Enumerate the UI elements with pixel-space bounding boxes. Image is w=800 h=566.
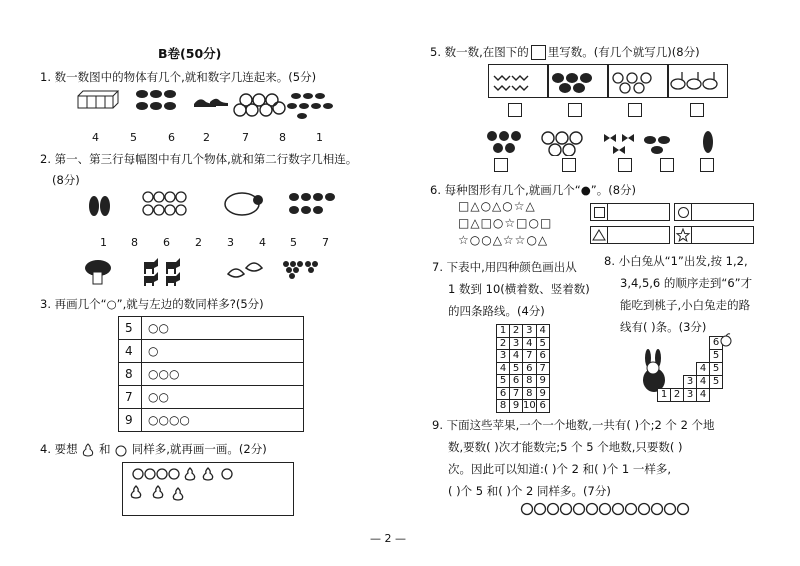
q9-line: 次。因此可以知道:( )个 2 和( )个 1 一样多, xyxy=(448,462,672,476)
q1-text: 1. 数一数图中的物体有几个,就和数字几连起来。(5分) xyxy=(40,70,317,84)
q2-score: (8分) xyxy=(52,173,80,187)
q8-line: 3,4,5,6 的顺序走到“6”才 xyxy=(620,276,753,290)
grid-cell[interactable]: 3 xyxy=(523,325,537,338)
q5-text xyxy=(430,44,700,60)
grid-cell[interactable]: 4 xyxy=(536,325,549,338)
grid-cell[interactable]: 9 xyxy=(536,387,549,400)
q7-line: 1 数到 10(横着数、竖着数) xyxy=(448,282,590,296)
grid-cell[interactable]: 6 xyxy=(497,387,510,400)
q8-line: 能吃到桃子,小白兔走的路 xyxy=(620,298,751,312)
q6-text: 6. 每种图形有几个,就画几个“●”。(8分) xyxy=(430,183,637,197)
q1-number: 6 xyxy=(168,131,175,144)
grid-cell[interactable]: 7 xyxy=(510,387,523,400)
q1-number: 1 xyxy=(316,131,323,144)
q9-line: 数,要数( )次才能数完;5 个 5 个地数,只要数( ) xyxy=(448,440,683,454)
q2-number: 1 xyxy=(100,236,107,249)
q5-answer-box[interactable] xyxy=(700,158,714,172)
q4-text-c: 同样多,就再画一画。(2分) xyxy=(131,442,267,456)
q8-line: 8. 小白兔从“1”出发,按 1,2, xyxy=(604,254,748,268)
q9-line: 9. 下面这些苹果,一个一个地数,一共有( )个;2 个 2 个地 xyxy=(432,418,715,432)
grid-cell[interactable]: 5 xyxy=(536,337,549,350)
q3-row-circles[interactable]: ○○ xyxy=(142,317,304,340)
q5-answer-box[interactable] xyxy=(618,158,632,172)
apple-icon xyxy=(639,504,650,515)
apple-icon xyxy=(600,504,611,515)
grid-cell[interactable]: 8 xyxy=(523,375,537,388)
circle-icon xyxy=(674,203,692,221)
q6-shapes-row: □△○△○☆△ xyxy=(458,199,536,213)
q9-line: ( )个 5 和( )个 2 同样多。(7分) xyxy=(448,484,611,498)
q1-number: 4 xyxy=(92,131,99,144)
q3-text: 3. 再画几个“○”,就与左边的数同样多?(5分) xyxy=(40,297,264,311)
answer-box-icon xyxy=(531,45,546,60)
grid-cell[interactable]: 2 xyxy=(510,325,523,338)
q5-answer-box[interactable] xyxy=(568,103,582,117)
q5-pictures-row2 xyxy=(480,126,730,156)
grid-row xyxy=(497,400,550,413)
q3-table xyxy=(118,316,304,432)
star-icon xyxy=(674,226,692,244)
grid-cell[interactable]: 3 xyxy=(510,337,523,350)
table-row xyxy=(119,409,304,432)
q7-line: 的四条路线。(4分) xyxy=(448,304,545,318)
step-cell[interactable]: 5 xyxy=(709,362,723,376)
apple-icon xyxy=(626,504,637,515)
q6-shapes-row: □△□○☆□○□ xyxy=(458,216,553,230)
apple-icon xyxy=(678,504,689,515)
grid-row xyxy=(497,325,550,338)
horses-icon xyxy=(144,258,180,286)
step-cell[interactable]: 2 xyxy=(670,388,684,402)
corn-icon xyxy=(703,131,713,153)
grid-row xyxy=(497,387,550,400)
grid-cell[interactable]: 5 xyxy=(497,375,510,388)
q1-pictures xyxy=(70,84,340,124)
sheep-icon xyxy=(225,193,263,215)
q1-number: 5 xyxy=(130,131,137,144)
chicks-icon xyxy=(613,73,651,93)
step-cell[interactable]: 6 xyxy=(709,336,723,350)
birds-icon xyxy=(228,263,262,277)
q2-row3-pictures xyxy=(78,254,348,290)
q9-apples xyxy=(520,500,700,516)
step-cell[interactable]: 1 xyxy=(657,388,671,402)
birds-icon xyxy=(494,76,528,90)
grid-row xyxy=(497,375,550,388)
apple-icon xyxy=(665,504,676,515)
step-cell[interactable]: 4 xyxy=(696,375,710,389)
q5-text-b: 里写数。(有几个就写几)(8分) xyxy=(547,45,700,59)
geese-icon xyxy=(671,72,717,89)
q2-number: 6 xyxy=(163,236,170,249)
square-icon xyxy=(590,203,608,221)
apple-icon xyxy=(561,504,572,515)
q2-number: 8 xyxy=(131,236,138,249)
q8-line: 线有( )条。(3分) xyxy=(620,320,707,334)
fish-group-icon xyxy=(136,90,176,110)
grid-cell[interactable]: 6 xyxy=(510,375,523,388)
table-row xyxy=(119,317,304,340)
shoes-icon xyxy=(194,99,228,107)
fish-school-icon xyxy=(287,93,333,119)
q1-number: 7 xyxy=(242,131,249,144)
step-cell[interactable]: 4 xyxy=(696,388,710,402)
pear-icon xyxy=(81,443,95,457)
q7-number-grid[interactable] xyxy=(496,324,550,413)
circles-icon xyxy=(143,192,186,215)
triangle-icon xyxy=(590,226,608,244)
q2-number: 2 xyxy=(195,236,202,249)
shells-icon xyxy=(542,132,582,156)
grid-row xyxy=(497,362,550,375)
q5-answer-box[interactable] xyxy=(562,158,576,172)
q3-row-circles[interactable]: ○○○ xyxy=(142,363,304,386)
grid-cell[interactable]: 7 xyxy=(523,350,537,363)
grid-row xyxy=(497,350,550,363)
q2-text: 2. 第一、第三行每幅图中有几个物体,就和第二行数字几相连。 xyxy=(40,152,358,166)
fish-icon xyxy=(289,193,335,214)
grid-cell[interactable]: 6 xyxy=(536,350,549,363)
flowers-icon xyxy=(487,131,521,153)
grid-cell[interactable]: 5 xyxy=(510,362,523,375)
q3-row-number: 5 xyxy=(119,317,142,340)
table-row xyxy=(119,386,304,409)
q3-row-circles[interactable]: ○○ xyxy=(142,386,304,409)
q2-number: 3 xyxy=(227,236,234,249)
grid-cell[interactable]: 7 xyxy=(536,362,549,375)
grid-cell[interactable]: 8 xyxy=(523,387,537,400)
q3-row-number: 4 xyxy=(119,340,142,363)
grid-row xyxy=(497,337,550,350)
grid-cell[interactable]: 9 xyxy=(536,375,549,388)
q4-fruits xyxy=(124,462,254,512)
section-title: B卷(50分) xyxy=(158,46,222,61)
q3-row-circles[interactable]: ○○○○ xyxy=(142,409,304,432)
step-cell[interactable]: 3 xyxy=(683,388,697,402)
apple-icon xyxy=(613,504,624,515)
step-cell[interactable]: 5 xyxy=(709,349,723,363)
crabs-icon xyxy=(644,136,670,154)
apple-icon xyxy=(574,504,585,515)
q3-row-number: 8 xyxy=(119,363,142,386)
q3-row-number: 7 xyxy=(119,386,142,409)
q5-answer-box[interactable] xyxy=(494,158,508,172)
q2-number: 5 xyxy=(290,236,297,249)
grid-cell[interactable]: 6 xyxy=(523,362,537,375)
grid-cell[interactable]: 6 xyxy=(536,400,549,413)
table-row xyxy=(119,363,304,386)
q7-line: 7. 下表中,用四种颜色画出从 xyxy=(432,260,577,274)
butterflies-icon xyxy=(604,134,634,154)
q4-text xyxy=(40,441,267,457)
grapes-icon xyxy=(283,261,318,279)
peach-icon xyxy=(718,333,734,347)
ducks-icon xyxy=(552,73,592,93)
grid-cell[interactable]: 4 xyxy=(497,362,510,375)
q5-answer-box[interactable] xyxy=(508,103,522,117)
grid-cell[interactable]: 4 xyxy=(510,350,523,363)
apple-icon xyxy=(522,504,533,515)
q5-answer-box[interactable] xyxy=(690,103,704,117)
q5-text-a: 5. 数一数,在图下的 xyxy=(430,45,529,59)
q1-number: 8 xyxy=(279,131,286,144)
apple-icon xyxy=(114,443,128,457)
page-number: — 2 — xyxy=(370,532,406,545)
grid-cell[interactable]: 8 xyxy=(497,400,510,413)
q3-row-circles[interactable]: ○ xyxy=(142,340,304,363)
q4-text-b: 和 xyxy=(98,442,111,456)
apples-icon xyxy=(234,94,285,116)
q3-row-number: 9 xyxy=(119,409,142,432)
q5-pictures-row1 xyxy=(488,64,728,96)
q5-answer-box[interactable] xyxy=(628,103,642,117)
q4-text-a: 4. 要想 xyxy=(40,442,78,456)
q6-shapes-row: ☆○○△☆☆○△ xyxy=(458,233,549,247)
grid-cell[interactable]: 10 xyxy=(523,400,536,412)
eggplant-icon xyxy=(89,196,110,216)
mushroom-icon xyxy=(85,260,111,284)
grid-cell[interactable]: 9 xyxy=(510,400,523,413)
blocks-icon xyxy=(78,91,118,108)
q5-answer-box[interactable] xyxy=(660,158,674,172)
step-cell[interactable]: 4 xyxy=(696,362,710,376)
apple-icon xyxy=(548,504,559,515)
q1-number: 2 xyxy=(203,131,210,144)
apple-icon xyxy=(535,504,546,515)
grid-cell[interactable]: 2 xyxy=(497,337,510,350)
grid-cell[interactable]: 3 xyxy=(497,350,510,363)
step-cell[interactable]: 3 xyxy=(683,375,697,389)
table-row xyxy=(119,340,304,363)
q2-number: 7 xyxy=(322,236,329,249)
q2-number: 4 xyxy=(259,236,266,249)
grid-cell[interactable]: 4 xyxy=(523,337,537,350)
apple-icon xyxy=(587,504,598,515)
q2-row1-pictures xyxy=(72,186,352,222)
grid-cell[interactable]: 1 xyxy=(497,325,510,338)
step-cell[interactable]: 5 xyxy=(709,375,723,389)
apple-icon xyxy=(652,504,663,515)
